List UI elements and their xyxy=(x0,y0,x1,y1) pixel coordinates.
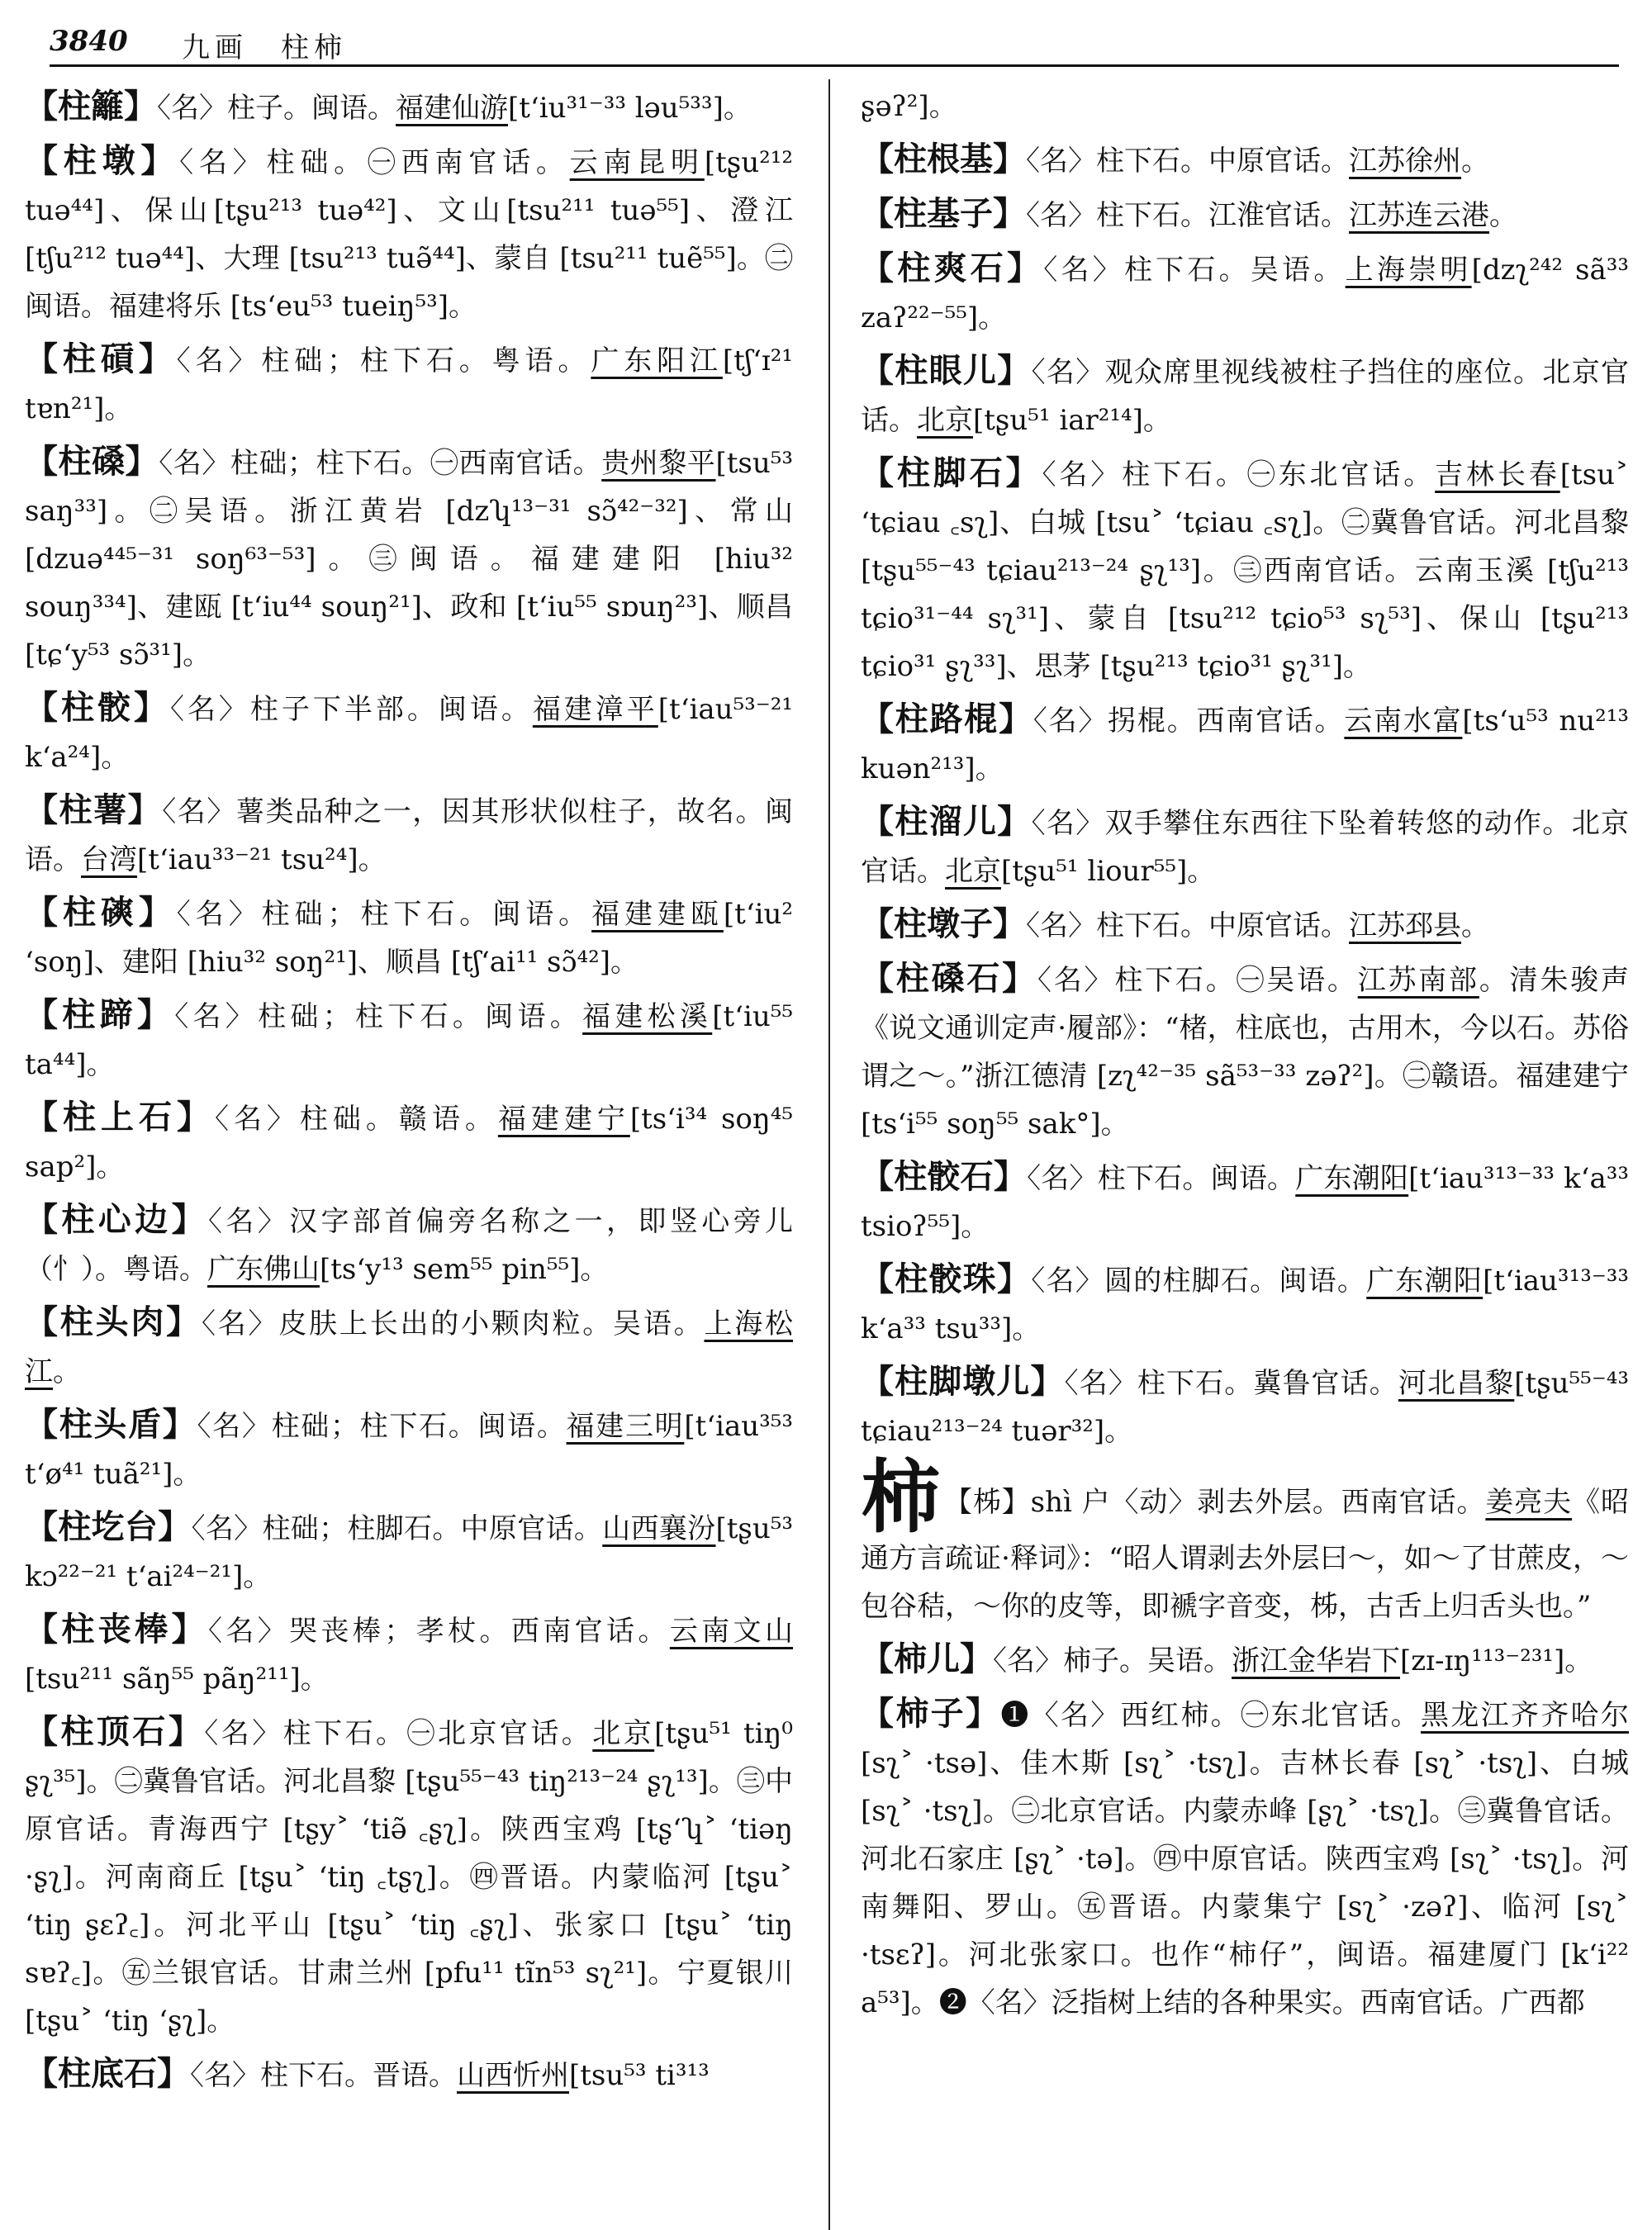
headword: 【柱磢】 xyxy=(25,893,177,932)
phonetic-text: [tʂu⁵⁵⁻⁴³ tɕiau²¹³⁻²⁴ tuər³²]。 xyxy=(861,1367,1630,1448)
place-name: 江苏徐州 xyxy=(1349,145,1461,178)
definition: 〈名〉柱下石。晋语。 xyxy=(190,2059,457,2092)
definition: 〈名〉柿子。吴语。 xyxy=(993,1644,1232,1677)
headword: 【柱溜儿】 xyxy=(861,802,1032,841)
definition: 〈名〉柱础。㊀西南官话。 xyxy=(179,146,570,179)
place-name: 姜亮夫 xyxy=(1485,1486,1573,1519)
headword: 【柱上石】 xyxy=(25,1098,215,1136)
dictionary-entry xyxy=(25,991,793,1089)
headword: 【柱路棍】 xyxy=(861,700,1033,738)
phonetic-text: ʂəʔ²]。 xyxy=(861,90,957,123)
headword: 【柱碽】 xyxy=(25,339,177,378)
definition: 〈名〉柱子下半部。闽语。 xyxy=(169,693,533,726)
headword: 【柱爽石】 xyxy=(861,249,1044,287)
phonetic-text: 《昭通方言疏证·释词》：“昭人谓剥去外层曰～，如～了甘蔗皮，～包谷秸，～你的皮等，即褫字音变，柹，古舌上归舌头也。” xyxy=(861,1486,1630,1623)
dictionary-entry xyxy=(25,1401,793,1498)
place-name: 上海崇明 xyxy=(1345,254,1472,287)
definition: 【柹】shì 户〈动〉剥去外层。西南官话。 xyxy=(943,1486,1486,1519)
dictionary-entry xyxy=(25,438,793,679)
headword: 【柱磉石】 xyxy=(861,959,1037,998)
definition: 〈名〉薯类品种之一，因其形状似柱子，故名。闽语。 xyxy=(25,795,794,876)
definition: 〈名〉拐棍。西南官话。 xyxy=(1032,705,1345,738)
place-name: 台湾 xyxy=(81,843,137,876)
dictionary-entry xyxy=(861,1690,1629,2027)
headword: 【柱磉】 xyxy=(25,442,159,481)
place-name: 江苏南部 xyxy=(1357,964,1479,997)
definition: 〈名〉柱础；柱脚石。中原官话。 xyxy=(191,1512,603,1545)
dictionary-entry xyxy=(25,1094,793,1191)
phonetic-text: [tsu⁵³ ti³¹³ xyxy=(569,2059,710,2092)
phonetic-text: 。 xyxy=(1461,145,1489,178)
definition: 〈名〉柱下石。㊀东北官话。 xyxy=(1042,458,1436,491)
place-name: 山西忻州 xyxy=(457,2059,569,2092)
headword: 【柱骹】 xyxy=(25,688,170,727)
headword: 【柱顶石】 xyxy=(25,1712,205,1751)
place-name: 福建松溪 xyxy=(582,1000,713,1033)
dictionary-entry xyxy=(861,135,1629,185)
dictionary-entry xyxy=(861,955,1629,1148)
dictionary-entry xyxy=(861,347,1629,444)
headword: 【柱底石】 xyxy=(25,2054,190,2093)
phonetic-text: [tʻiau³¹³⁻³³ kʻa³³ tsioʔ⁵⁵]。 xyxy=(861,1162,1629,1243)
phonetic-text: [tʻiau⁵³⁻²¹ kʻa²⁴]。 xyxy=(25,693,794,774)
phonetic-text: [tsu˃ ʻtɕiau ꜀sʅ]、白城 [tsu˃ ʻtɕiau ꜀sʅ]。㊁冀鲁官话。河北昌黎 [tʂu⁵⁵⁻⁴³ tɕiau²¹³⁻²⁴ ʂʅ¹³]。㊂西南官话。云南玉溪 [tʃu²¹³ tɕio³¹⁻⁴⁴ sʅ³¹]、蒙自 [tsu²¹² tɕio⁵³ sʅ⁵³]、保山 [tʂu²¹³ tɕio³¹ ʂʅ³³]、思茅 [tʂu²¹³ tɕio³¹ ʂʅ³¹]。 xyxy=(861,458,1630,683)
place-name: 福建仙游 xyxy=(396,92,508,125)
dictionary-entry xyxy=(861,449,1629,690)
phonetic-text: 。 xyxy=(1461,909,1489,942)
place-name: 山西襄汾 xyxy=(602,1512,716,1545)
header-rule xyxy=(50,64,1619,67)
page-header xyxy=(50,20,1619,68)
dictionary-entry xyxy=(861,1358,1629,1455)
place-name: 北京 xyxy=(917,404,973,437)
definition: 〈名〉柱下石。江淮官话。 xyxy=(1026,199,1349,232)
headword: 【柱丧棒】 xyxy=(25,1610,208,1649)
definition: 〈名〉柱子。闽语。 xyxy=(157,92,396,125)
phonetic-text: [tʃʻɪ²¹ tɐn²¹]。 xyxy=(25,344,794,425)
dictionary-entry xyxy=(25,1196,793,1293)
place-name: 云南水富 xyxy=(1344,705,1463,738)
definition: 〈名〉柱下石。中原官话。 xyxy=(1026,145,1349,178)
definition: 〈名〉圆的柱脚石。闽语。 xyxy=(1031,1264,1367,1298)
place-name: 广东佛山 xyxy=(207,1253,320,1286)
phonetic-text: [tʻiu² ʻsoŋ]、建阳 [hiu³² soŋ²¹]、顺昌 [tʃʻai¹¹ sɔ̃⁴²]。 xyxy=(25,898,794,979)
place-name: 江苏邳县 xyxy=(1349,909,1461,942)
phonetic-text: [tsʻu⁵³ nu²¹³ kuən²¹³]。 xyxy=(861,705,1630,785)
phonetic-text: [sʅ˃ ·tsə]、佳木斯 [sʅ˃ ·tsʅ]。吉林长春 [sʅ˃ ·tsʅ]、白城 [sʅ˃ ·tsʅ]。㊁北京官话。内蒙赤峰 [ʂʅ˃ ·tsʅ]。㊂冀鲁官话。河北石家庄 [ʂʅ˃ ·tə]。㊃中原官话。陕西宝鸡 [sʅ˃ ·tsʅ]。河南舞阳、罗山。㊄晋语。内蒙集宁 [sʅ˃ ·zəʔ]、临河 [sʅ˃ ·tsɛʔ]。河北张家口。也作“柿仔”，闽语。福建厦门 [kʻi²² a⁵³]。❷〈名〉泛指树上结的各种果实。西南官话。广西都 xyxy=(861,1747,1629,2019)
phonetic-text: [tʂu⁵¹ liour⁵⁵]。 xyxy=(1001,855,1216,888)
dictionary-entry xyxy=(25,889,793,986)
dictionary-entry xyxy=(861,1255,1629,1353)
place-name: 广东潮阳 xyxy=(1295,1162,1409,1195)
definition: 〈名〉柱下石。冀鲁官话。 xyxy=(1064,1367,1398,1400)
phonetic-text: 。 xyxy=(53,1355,81,1388)
headword: 【柱脚石】 xyxy=(861,453,1042,492)
place-name: 广东阳江 xyxy=(591,344,723,377)
headword: 【柱薯】 xyxy=(25,790,163,829)
headword: 【柱脚墩儿】 xyxy=(861,1362,1065,1401)
headword: 【柱蹄】 xyxy=(25,995,175,1034)
dictionary-entry xyxy=(25,1298,793,1396)
phonetic-text: [tʻiu⁵⁵ ta⁴⁴]。 xyxy=(25,1000,794,1081)
headword: 【柱头肉】 xyxy=(25,1302,202,1341)
left-column xyxy=(25,83,793,2104)
headword: 【柱骹石】 xyxy=(861,1157,1028,1196)
dictionary-entry xyxy=(861,81,1629,130)
definition: 〈名〉柱下石。㊀北京官话。 xyxy=(204,1717,593,1750)
dictionary-entry xyxy=(861,190,1629,240)
phonetic-text: [tʻiau³⁵³ tʻø⁴¹ tuã²¹]。 xyxy=(25,1410,794,1491)
dictionary-entry xyxy=(861,695,1629,793)
phonetic-text: [tʂu⁵¹ iar²¹⁴]。 xyxy=(973,404,1171,437)
definition: 〈名〉柱础；柱下石。㊀西南官话。 xyxy=(159,447,602,480)
place-name: 浙江金华岩下 xyxy=(1232,1644,1400,1677)
dictionary-entry xyxy=(861,1450,1630,1630)
place-name: 云南文山 xyxy=(669,1615,794,1648)
definition: 〈名〉汉字部首偏旁名称之一，即竖心旁儿（忄）。粤语。 xyxy=(25,1205,794,1286)
definition: 〈名〉双手攀住东西往下坠着转悠的动作。北京官话。 xyxy=(861,807,1630,888)
dictionary-entry xyxy=(25,1503,793,1601)
phonetic-text: [tsu²¹¹ sãŋ⁵⁵ pãŋ²¹¹]。 xyxy=(25,1663,329,1696)
headword: 【柱墩子】 xyxy=(861,904,1026,943)
dictionary-entry xyxy=(861,244,1629,342)
headword: 【柱根基】 xyxy=(861,140,1026,178)
headword: 【柱心边】 xyxy=(25,1200,208,1239)
headword: 【柿儿】 xyxy=(861,1639,993,1678)
headword: 【柱眼儿】 xyxy=(861,351,1032,390)
phonetic-text: [tʻiau³¹³⁻³³ kʻa³³ tsu³³]。 xyxy=(861,1264,1630,1345)
definition: 〈名〉皮肤上长出的小颗肉粒。吴语。 xyxy=(201,1307,705,1340)
definition: ❶〈名〉西红柿。㊀东北官话。 xyxy=(1000,1699,1422,1732)
dictionary-entry xyxy=(25,1708,793,2045)
place-name: 北京 xyxy=(945,855,1001,888)
dictionary-entry xyxy=(861,1635,1629,1685)
place-name: 云南昆明 xyxy=(569,146,705,179)
headword: 【柿子】 xyxy=(861,1694,1001,1733)
place-name: 河北昌黎 xyxy=(1398,1367,1515,1400)
place-name: 福建建宁 xyxy=(497,1103,630,1136)
definition: 〈名〉观众席里视线被柱子挡住的座位。北京官话。 xyxy=(861,356,1630,437)
phonetic-text: [tʂu²¹² tuə⁴⁴]、保山[tʂu²¹³ tuə⁴²]、文山[tsu²¹¹ tuə⁵⁵]、澄江 [tʃu²¹² tuə⁴⁴]、大理 [tsu²¹³ tuə̃⁴⁴]、蒙自 [tsu²¹¹ tuẽ⁵⁵]。㊁闽语。福建将乐 [tsʻeu⁵³ tueiŋ⁵³]。 xyxy=(25,146,794,323)
dictionary-entry xyxy=(861,798,1629,895)
dictionary-entry xyxy=(25,83,793,132)
place-name: 福建建瓯 xyxy=(591,898,724,931)
headword: 【柱墩】 xyxy=(25,141,180,180)
phonetic-text: [tsu⁵³ saŋ³³]。㊁吴语。浙江黄岩 [dzʮ¹³⁻³¹ sɔ̃⁴²⁻³²]、常山 [dzuə⁴⁴⁵⁻³¹ soŋ⁶³⁻⁵³]。㊂闽语。福建建阳 [hiu³² souŋ³³⁴]、建瓯 [tʻiu⁴⁴ souŋ²¹]、政和 [tʻiu⁵⁵ sɒuŋ²³]、顺昌 [tɕʻy⁵³ sɔ̃³¹]。 xyxy=(25,447,794,671)
dictionary-entry xyxy=(25,335,793,433)
phonetic-text: [tʂu⁵³ kɔ²²⁻²¹ tʻai²⁴⁻²¹]。 xyxy=(25,1512,794,1593)
dictionary-entry xyxy=(861,1153,1629,1250)
phonetic-text: [tʂu⁵¹ tiŋ⁰ ʂʅ³⁵]。㊁冀鲁官话。河北昌黎 [tʂu⁵⁵⁻⁴³ tiŋ²¹³⁻²⁴ ʂʅ¹³]。㊂中原官话。青海西宁 [tʂy˃ ʻtiə̃ ꜀ʂʅ]。陕西宝鸡 [tʂʻʮ˃ ʻtiəŋ ·ʂʅ]。河南商丘 [tʂu˃ ʻtiŋ ꜀tʂʅ]。㊃晋语。内蒙临河 [tʂu˃ ʻtiŋ ʂɛʔ꜀]。河北平山 [tʂu˃ ʻtiŋ ꜀ʂʅ]、张家口 [tʂu˃ ʻtiŋ sɐʔ꜀]。㊄兰银官话。甘肃兰州 [pfu¹¹ tĩn⁵³ sʅ²¹]。宁夏银川 [tʂu˃ ʻtiŋ ʻʂʅ]。 xyxy=(25,1717,794,2038)
definition: 〈名〉柱础；柱下石。闽语。 xyxy=(176,898,592,931)
headword: 【柱基子】 xyxy=(861,194,1026,233)
dictionary-entry xyxy=(25,2050,793,2100)
definition: 〈名〉哭丧棒；孝杖。西南官话。 xyxy=(207,1615,670,1648)
definition: 〈名〉柱础；柱下石。闽语。 xyxy=(197,1410,567,1443)
place-name: 广东潮阳 xyxy=(1366,1264,1483,1298)
place-name: 北京 xyxy=(592,1717,655,1750)
headword: 柿 xyxy=(861,1450,941,1544)
definition: 〈名〉柱下石。㊀吴语。 xyxy=(1037,964,1358,997)
dictionary-entry xyxy=(861,900,1629,950)
dictionary-entry xyxy=(25,1606,793,1703)
dictionary-entry xyxy=(25,137,793,330)
place-name: 江苏连云港 xyxy=(1349,199,1489,232)
phonetic-text: [tʻiu³¹⁻³³ ləu⁵³³]。 xyxy=(508,92,752,125)
headword: 【柱籬】 xyxy=(25,87,157,126)
phonetic-text: [zɪ-ɪŋ¹¹³⁻²³¹]。 xyxy=(1400,1644,1593,1677)
headword: 【柱骹珠】 xyxy=(861,1260,1032,1298)
definition: 〈名〉柱下石。吴语。 xyxy=(1043,254,1346,287)
phonetic-text: 。 xyxy=(1489,199,1517,232)
dictionary-entry xyxy=(25,786,793,884)
definition: 〈名〉柱下石。闽语。 xyxy=(1027,1162,1296,1195)
dictionary-entry xyxy=(25,684,793,781)
page-number: 3840 xyxy=(50,25,128,58)
column-divider xyxy=(828,79,830,2230)
section-title: 九画 柱柿 xyxy=(182,31,347,64)
headword: 【柱头盾】 xyxy=(25,1405,197,1444)
definition: 〈名〉柱础。赣语。 xyxy=(214,1103,498,1136)
phonetic-text: [tsʻi³⁴ soŋ⁴⁵ sap²]。 xyxy=(25,1103,794,1184)
place-name: 上海松江 xyxy=(25,1307,794,1388)
place-name: 贵州黎平 xyxy=(601,447,716,480)
definition: 〈名〉柱下石。中原官话。 xyxy=(1026,909,1349,942)
definition: 〈名〉柱础；柱下石。粤语。 xyxy=(176,344,591,377)
phonetic-text: [tsʻy¹³ sem⁵⁵ pin⁵⁵]。 xyxy=(320,1253,609,1286)
definition: 〈名〉柱础；柱下石。闽语。 xyxy=(174,1000,583,1033)
headword: 【柱圪台】 xyxy=(25,1507,192,1546)
phonetic-text: [tʻiau³³⁻²¹ tsu²⁴]。 xyxy=(137,843,387,876)
phonetic-text: [dzʅ²⁴² sã³³ zaʔ²²⁻⁵⁵]。 xyxy=(861,254,1630,334)
place-name: 黑龙江齐齐哈尔 xyxy=(1421,1699,1630,1732)
right-column xyxy=(861,83,1629,2032)
place-name: 福建漳平 xyxy=(532,693,658,726)
place-name: 福建三明 xyxy=(566,1410,685,1443)
place-name: 吉林长春 xyxy=(1435,458,1560,491)
phonetic-text: 。清朱骏声《说文通训定声·履部》：“楮，柱底也，古用木，今以石。苏俗谓之～。”浙江德清 [zʅ⁴²⁻³⁵ sã⁵³⁻³³ zəʔ²]。㊁赣语。福建建宁 [tsʻi⁵⁵ soŋ⁵⁵ sak°]。 xyxy=(861,964,1630,1141)
